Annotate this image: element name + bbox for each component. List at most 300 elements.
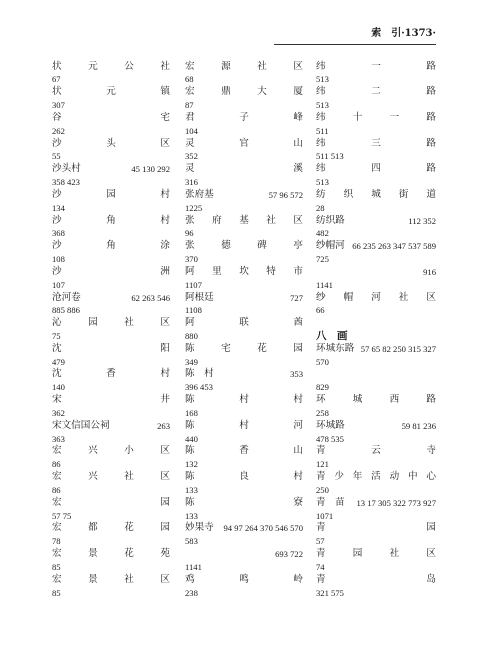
entry-char: 井 xyxy=(160,394,170,406)
running-header: 索 引·1373· xyxy=(371,28,436,39)
entry-char: 涂 xyxy=(160,240,170,252)
page-numbers: 513 xyxy=(316,177,329,188)
entry-name xyxy=(185,497,303,510)
entry-char: 路 xyxy=(426,394,436,406)
page-numbers: 316 xyxy=(185,177,198,188)
page-numbers: 396 453 xyxy=(185,382,213,393)
entry-char: 厦 xyxy=(293,86,303,98)
entry-char: 路 xyxy=(426,137,436,149)
entry-char: 社 xyxy=(124,573,134,585)
entry-char: 元 xyxy=(88,60,98,72)
page-numbers: 74 xyxy=(316,561,325,572)
entry-char: 村 xyxy=(160,214,170,226)
section-heading: 八 画 xyxy=(316,329,348,342)
entry-char: 张 xyxy=(185,240,195,252)
page-numbers: 321 575 xyxy=(316,587,344,598)
entry-char: 区 xyxy=(160,317,170,329)
page-numbers: 67 xyxy=(52,74,61,85)
index-entry xyxy=(52,292,170,305)
entry-char: 一 xyxy=(389,111,400,123)
page-numbers: 85 xyxy=(52,587,61,598)
entry-name xyxy=(185,420,303,433)
entry-name: 环城路 xyxy=(316,419,345,431)
entry-name xyxy=(185,394,303,407)
entry-char: 溪 xyxy=(293,163,303,175)
entry-name xyxy=(52,61,170,74)
entry-char: 十 xyxy=(352,111,363,123)
entry-char: 园 xyxy=(352,548,363,560)
entry-char: 村 xyxy=(239,419,249,431)
entry-char: 陈 xyxy=(185,419,195,431)
entry-page-numbers: 57 65 82 250 315 327 xyxy=(360,343,436,354)
entry-name xyxy=(52,317,170,330)
entry-char: 府 xyxy=(212,214,222,226)
entry-char: 青 xyxy=(316,522,326,534)
entry-name xyxy=(316,163,436,176)
entry-name xyxy=(52,522,170,535)
entry-char: 香 xyxy=(106,368,116,380)
entry-char: 灵 xyxy=(185,137,195,149)
entry-char: 宋 xyxy=(52,394,62,406)
entry-name xyxy=(185,266,303,279)
page-numbers: 140 xyxy=(52,382,65,393)
entry-name xyxy=(185,86,303,99)
entry-char: 宏 xyxy=(52,573,62,585)
index-entry xyxy=(185,368,303,381)
page-numbers: 1141 xyxy=(185,561,202,572)
index-column-1 xyxy=(52,61,170,600)
header-rule xyxy=(274,44,436,45)
entry-char: 沙 xyxy=(52,265,62,277)
entry-char: 官 xyxy=(239,137,249,149)
entry-char: 园 xyxy=(160,522,170,534)
page-numbers: 238 xyxy=(185,587,198,598)
entry-char: 区 xyxy=(160,445,170,457)
entry-char: 三 xyxy=(371,137,381,149)
page-numbers: 87 xyxy=(185,100,194,111)
entry-char: 山 xyxy=(293,445,303,457)
entry-char: 沈 xyxy=(52,342,62,354)
entry-char: 里 xyxy=(212,265,222,277)
entry-name xyxy=(52,343,170,356)
entry-char: 苑 xyxy=(160,548,170,560)
entry-name xyxy=(185,112,303,125)
entry-char: 纬 xyxy=(316,86,326,98)
entry-char: 年 xyxy=(352,471,363,483)
blank-line xyxy=(316,368,436,381)
entry-char: 鸡 xyxy=(185,573,195,585)
entry-page-numbers: 62 263 546 xyxy=(131,292,170,303)
entry-char: 寮 xyxy=(293,496,303,508)
entry-char: 活 xyxy=(371,471,381,483)
entry-name xyxy=(185,445,303,458)
entry-name: 妙果寺 xyxy=(185,522,214,534)
page-numbers: 570 xyxy=(316,356,329,367)
index-entry xyxy=(316,343,436,356)
page-numbers: 307 xyxy=(52,100,65,111)
entry-name xyxy=(52,497,170,510)
entry-name xyxy=(52,394,170,407)
entry-char: 联 xyxy=(239,317,249,329)
page-numbers: 28 xyxy=(316,202,325,213)
entry-name xyxy=(185,138,303,151)
entry-char: 君 xyxy=(185,111,195,123)
entry-char: 纬 xyxy=(316,111,326,123)
page-numbers: 1108 xyxy=(185,305,202,316)
entry-char: 阿 xyxy=(185,317,195,329)
page-numbers: 513 xyxy=(316,100,329,111)
entry-char: 路 xyxy=(426,111,436,123)
entry-char: 源 xyxy=(221,60,231,72)
entry-char: 区 xyxy=(160,137,170,149)
entry-char: 角 xyxy=(106,214,116,226)
entry-name xyxy=(185,61,303,74)
entry-char: 道 xyxy=(426,188,436,200)
page-numbers: 511 xyxy=(316,125,329,136)
entry-char: 纺 xyxy=(316,188,326,200)
page-numbers: 57 xyxy=(316,536,325,547)
page-numbers: 1141 xyxy=(316,279,333,290)
entry-name xyxy=(316,61,436,74)
page-numbers: 349 xyxy=(185,356,198,367)
entry-name xyxy=(52,368,170,381)
entry-char: 纱 xyxy=(316,291,326,303)
entry-char: 花 xyxy=(257,342,267,354)
entry-char: 青 xyxy=(316,445,326,457)
page-numbers: 880 xyxy=(185,330,198,341)
page-numbers: 725 xyxy=(316,254,329,265)
entry-name: 纺织路 xyxy=(316,214,345,226)
entry-char: 社 xyxy=(389,548,400,560)
entry-char: 兴 xyxy=(88,471,98,483)
entry-char: 岛 xyxy=(426,573,436,585)
entry-name xyxy=(316,522,436,535)
entry-name xyxy=(52,266,170,279)
entry-char: 坎 xyxy=(239,265,249,277)
entry-page-numbers: 727 xyxy=(290,292,303,303)
entry-page-numbers: 66 235 263 347 537 589 xyxy=(352,241,436,252)
entry-char: 陈 xyxy=(185,496,195,508)
page-numbers: 916 xyxy=(423,266,436,277)
entry-char: 路 xyxy=(426,60,436,72)
entry-char: 亭 xyxy=(293,240,303,252)
page-numbers: 133 xyxy=(185,484,198,495)
entry-char: 环 xyxy=(316,394,326,406)
entry-char: 公 xyxy=(124,60,134,72)
entry-char: 区 xyxy=(293,60,303,72)
entry-name xyxy=(52,112,170,125)
entry-char: 少 xyxy=(334,471,344,483)
page-numbers: 583 xyxy=(185,536,198,547)
page-numbers: 66 xyxy=(316,305,325,316)
entry-page-numbers: 57 96 572 xyxy=(268,189,303,200)
entry-page-numbers: 94 97 264 370 546 570 xyxy=(223,523,303,534)
entry-char: 园 xyxy=(426,522,436,534)
page-numbers: 258 xyxy=(316,407,329,418)
entry-char: 纬 xyxy=(316,60,326,72)
index-entry xyxy=(316,420,436,433)
entry-char: 鼎 xyxy=(221,86,231,98)
entry-char: 子 xyxy=(239,111,249,123)
entry-char: 花 xyxy=(124,548,134,560)
entry-char: 宅 xyxy=(221,342,231,354)
index-entry xyxy=(316,240,436,253)
entry-char: 宅 xyxy=(160,111,170,123)
entry-char: 园 xyxy=(160,496,170,508)
entry-char: 德 xyxy=(221,240,231,252)
entry-char: 市 xyxy=(293,265,303,277)
page-numbers: 513 xyxy=(316,74,329,85)
entry-name xyxy=(316,394,436,407)
entry-name xyxy=(185,343,303,356)
entry-name xyxy=(185,317,303,330)
index-entry xyxy=(316,497,436,510)
entry-char: 景 xyxy=(88,573,98,585)
page-numbers: 693 722 xyxy=(275,549,303,560)
entry-name xyxy=(185,215,303,228)
page-numbers: 478 535 xyxy=(316,433,344,444)
index-entry xyxy=(185,522,303,535)
entry-char: 社 xyxy=(124,471,134,483)
page-numbers: 55 xyxy=(52,151,61,162)
entry-char: 心 xyxy=(426,471,436,483)
entry-char: 岭 xyxy=(293,573,303,585)
entry-name xyxy=(316,292,436,305)
entry-char: 阳 xyxy=(160,342,170,354)
entry-name xyxy=(316,574,436,587)
page-numbers: 108 xyxy=(52,254,65,265)
entry-name: 环城东路 xyxy=(316,342,355,354)
entry-name: 青 苗 xyxy=(316,496,345,508)
page-numbers: 250 xyxy=(316,484,329,495)
page-numbers: 104 xyxy=(185,125,198,136)
entry-char: 村 xyxy=(293,394,303,406)
entry-char: 宏 xyxy=(52,445,62,457)
entry-char: 香 xyxy=(239,445,249,457)
entry-char: 陈 xyxy=(185,471,195,483)
page-numbers: 133 xyxy=(185,510,198,521)
entry-char: 一 xyxy=(371,60,381,72)
entry-char: 路 xyxy=(426,163,436,175)
entry-char: 沙 xyxy=(52,214,62,226)
entry-page-numbers: 353 xyxy=(290,369,303,380)
entry-char: 谷 xyxy=(52,111,62,123)
entry-char: 洲 xyxy=(160,265,170,277)
index-entry xyxy=(52,420,170,433)
entry-name xyxy=(316,138,436,151)
entry-char: 街 xyxy=(398,188,409,200)
page-numbers: 1225 xyxy=(185,202,203,213)
entry-char: 城 xyxy=(371,188,381,200)
entry-char: 张 xyxy=(185,214,195,226)
entry-char: 园 xyxy=(88,317,98,329)
entry-char: 区 xyxy=(160,471,170,483)
entry-char: 园 xyxy=(106,188,116,200)
entry-char: 灵 xyxy=(185,163,195,175)
entry-char: 良 xyxy=(239,471,249,483)
page-numbers: 121 xyxy=(316,459,329,470)
page-numbers: 86 xyxy=(52,459,61,470)
entry-name xyxy=(185,471,303,484)
page-numbers: 440 xyxy=(185,433,198,444)
page-numbers: 362 xyxy=(52,407,65,418)
entry-char: 社 xyxy=(266,214,276,226)
entry-name: 沙头村 xyxy=(52,163,81,175)
page-numbers: 168 xyxy=(185,407,198,418)
entry-char: 村 xyxy=(293,471,303,483)
entry-char: 鸣 xyxy=(239,573,249,585)
entry-name: 宋文信国公祠 xyxy=(52,419,110,431)
entry-char: 园 xyxy=(293,342,303,354)
page-numbers: 352 xyxy=(185,151,198,162)
index-entry xyxy=(52,163,170,176)
entry-char: 社 xyxy=(257,60,267,72)
entry-name xyxy=(316,112,436,125)
entry-char: 青 xyxy=(316,471,326,483)
page-numbers: 479 xyxy=(52,356,65,367)
entry-char: 都 xyxy=(88,522,98,534)
entry-char: 沙 xyxy=(52,188,62,200)
entry-name xyxy=(52,189,170,202)
entry-name xyxy=(52,86,170,99)
page-numbers: 829 xyxy=(316,382,329,393)
index-column-2 xyxy=(185,61,303,600)
entry-name xyxy=(185,574,303,587)
index-entry xyxy=(185,189,303,202)
entry-name xyxy=(52,240,170,253)
entry-char: 纬 xyxy=(316,163,326,175)
entry-char: 青 xyxy=(316,573,326,585)
entry-page-numbers: 59 81 236 xyxy=(401,420,436,431)
entry-char: 宏 xyxy=(52,471,62,483)
entry-char: 西 xyxy=(389,394,400,406)
entry-name xyxy=(316,445,436,458)
entry-char: 区 xyxy=(160,573,170,585)
entry-char: 山 xyxy=(293,137,303,149)
entry-name xyxy=(52,138,170,151)
entry-char: 宏 xyxy=(52,548,62,560)
entry-char: 区 xyxy=(426,291,436,303)
entry-char: 帽 xyxy=(343,291,354,303)
entry-char: 宏 xyxy=(185,86,195,98)
entry-name xyxy=(52,574,170,587)
entry-char: 碑 xyxy=(257,240,267,252)
entry-char: 景 xyxy=(88,548,98,560)
page-numbers: 132 xyxy=(185,459,198,470)
entry-char: 宏 xyxy=(52,496,62,508)
entry-name xyxy=(52,548,170,561)
entry-char: 云 xyxy=(371,445,381,457)
entry-char: 特 xyxy=(266,265,276,277)
index-entry xyxy=(316,215,436,228)
entry-name: 张府基 xyxy=(185,188,214,200)
entry-name xyxy=(316,86,436,99)
entry-char: 头 xyxy=(106,137,116,149)
page-numbers: 107 xyxy=(52,279,65,290)
entry-char: 社 xyxy=(398,291,409,303)
entry-name xyxy=(52,215,170,228)
entry-name: 阿根廷 xyxy=(185,291,214,303)
entry-char: 城 xyxy=(352,394,363,406)
entry-char: 区 xyxy=(426,548,436,560)
entry-name xyxy=(52,471,170,484)
page-numbers: 368 xyxy=(52,228,65,239)
entry-char: 村 xyxy=(160,368,170,380)
entry-char: 陈 xyxy=(185,445,195,457)
page-numbers: 370 xyxy=(185,254,198,265)
entry-char: 村 xyxy=(239,394,249,406)
entry-char: 二 xyxy=(371,86,381,98)
entry-name xyxy=(52,445,170,458)
entry-char: 沙 xyxy=(52,137,62,149)
page-numbers: 885 886 xyxy=(52,305,80,316)
entry-char: 基 xyxy=(239,214,249,226)
entry-name: 纱帽河 xyxy=(316,240,345,252)
entry-name xyxy=(185,240,303,253)
page-numbers: 1107 xyxy=(185,279,202,290)
entry-char: 花 xyxy=(124,522,134,534)
entry-char: 元 xyxy=(106,86,116,98)
entry-char: 织 xyxy=(343,188,354,200)
entry-char: 动 xyxy=(389,471,400,483)
entry-name: 沧河卷 xyxy=(52,291,81,303)
entry-char: 峰 xyxy=(293,111,303,123)
entry-name xyxy=(316,471,436,484)
entry-char: 路 xyxy=(426,86,436,98)
page-numbers: 57 75 xyxy=(52,510,72,521)
entry-char: 状 xyxy=(52,86,62,98)
page-numbers: 75 xyxy=(52,330,61,341)
entry-char: 沁 xyxy=(52,317,62,329)
index-column-3 xyxy=(316,61,436,600)
page-numbers: 134 xyxy=(52,202,65,213)
entry-char: 沙 xyxy=(52,240,62,252)
entry-char: 河 xyxy=(371,291,381,303)
entry-char: 沈 xyxy=(52,368,62,380)
entry-char: 大 xyxy=(257,86,267,98)
page-numbers: 96 xyxy=(185,228,194,239)
page-numbers: 511 513 xyxy=(316,151,344,162)
page-numbers: 1071 xyxy=(316,510,334,521)
page-numbers: 262 xyxy=(52,125,65,136)
entry-char: 小 xyxy=(124,445,134,457)
page-numbers: 482 xyxy=(316,228,329,239)
blank-line xyxy=(316,317,436,330)
entry-char: 角 xyxy=(106,240,116,252)
entry-char: 状 xyxy=(52,60,62,72)
page-numbers: 358 423 xyxy=(52,177,80,188)
entry-char: 宏 xyxy=(52,522,62,534)
entry-char: 酋 xyxy=(293,317,303,329)
entry-char: 阿 xyxy=(185,265,195,277)
entry-name xyxy=(185,163,303,176)
entry-char: 社 xyxy=(124,317,134,329)
entry-char: 区 xyxy=(293,214,303,226)
page-numbers: 85 xyxy=(52,561,61,572)
entry-page-numbers: 13 17 305 322 773 927 xyxy=(356,497,436,508)
page-numbers: 78 xyxy=(52,536,61,547)
entry-char: 纬 xyxy=(316,137,326,149)
entry-char: 陈 xyxy=(185,342,195,354)
page-numbers: 363 xyxy=(52,433,65,444)
entry-char: 四 xyxy=(371,163,381,175)
entry-name xyxy=(316,189,436,202)
page-numbers: 86 xyxy=(52,484,61,495)
entry-page-numbers: 45 130 292 xyxy=(131,164,170,175)
entry-char: 宏 xyxy=(185,60,195,72)
page-numbers: 68 xyxy=(185,74,194,85)
entry-char: 村 xyxy=(160,188,170,200)
